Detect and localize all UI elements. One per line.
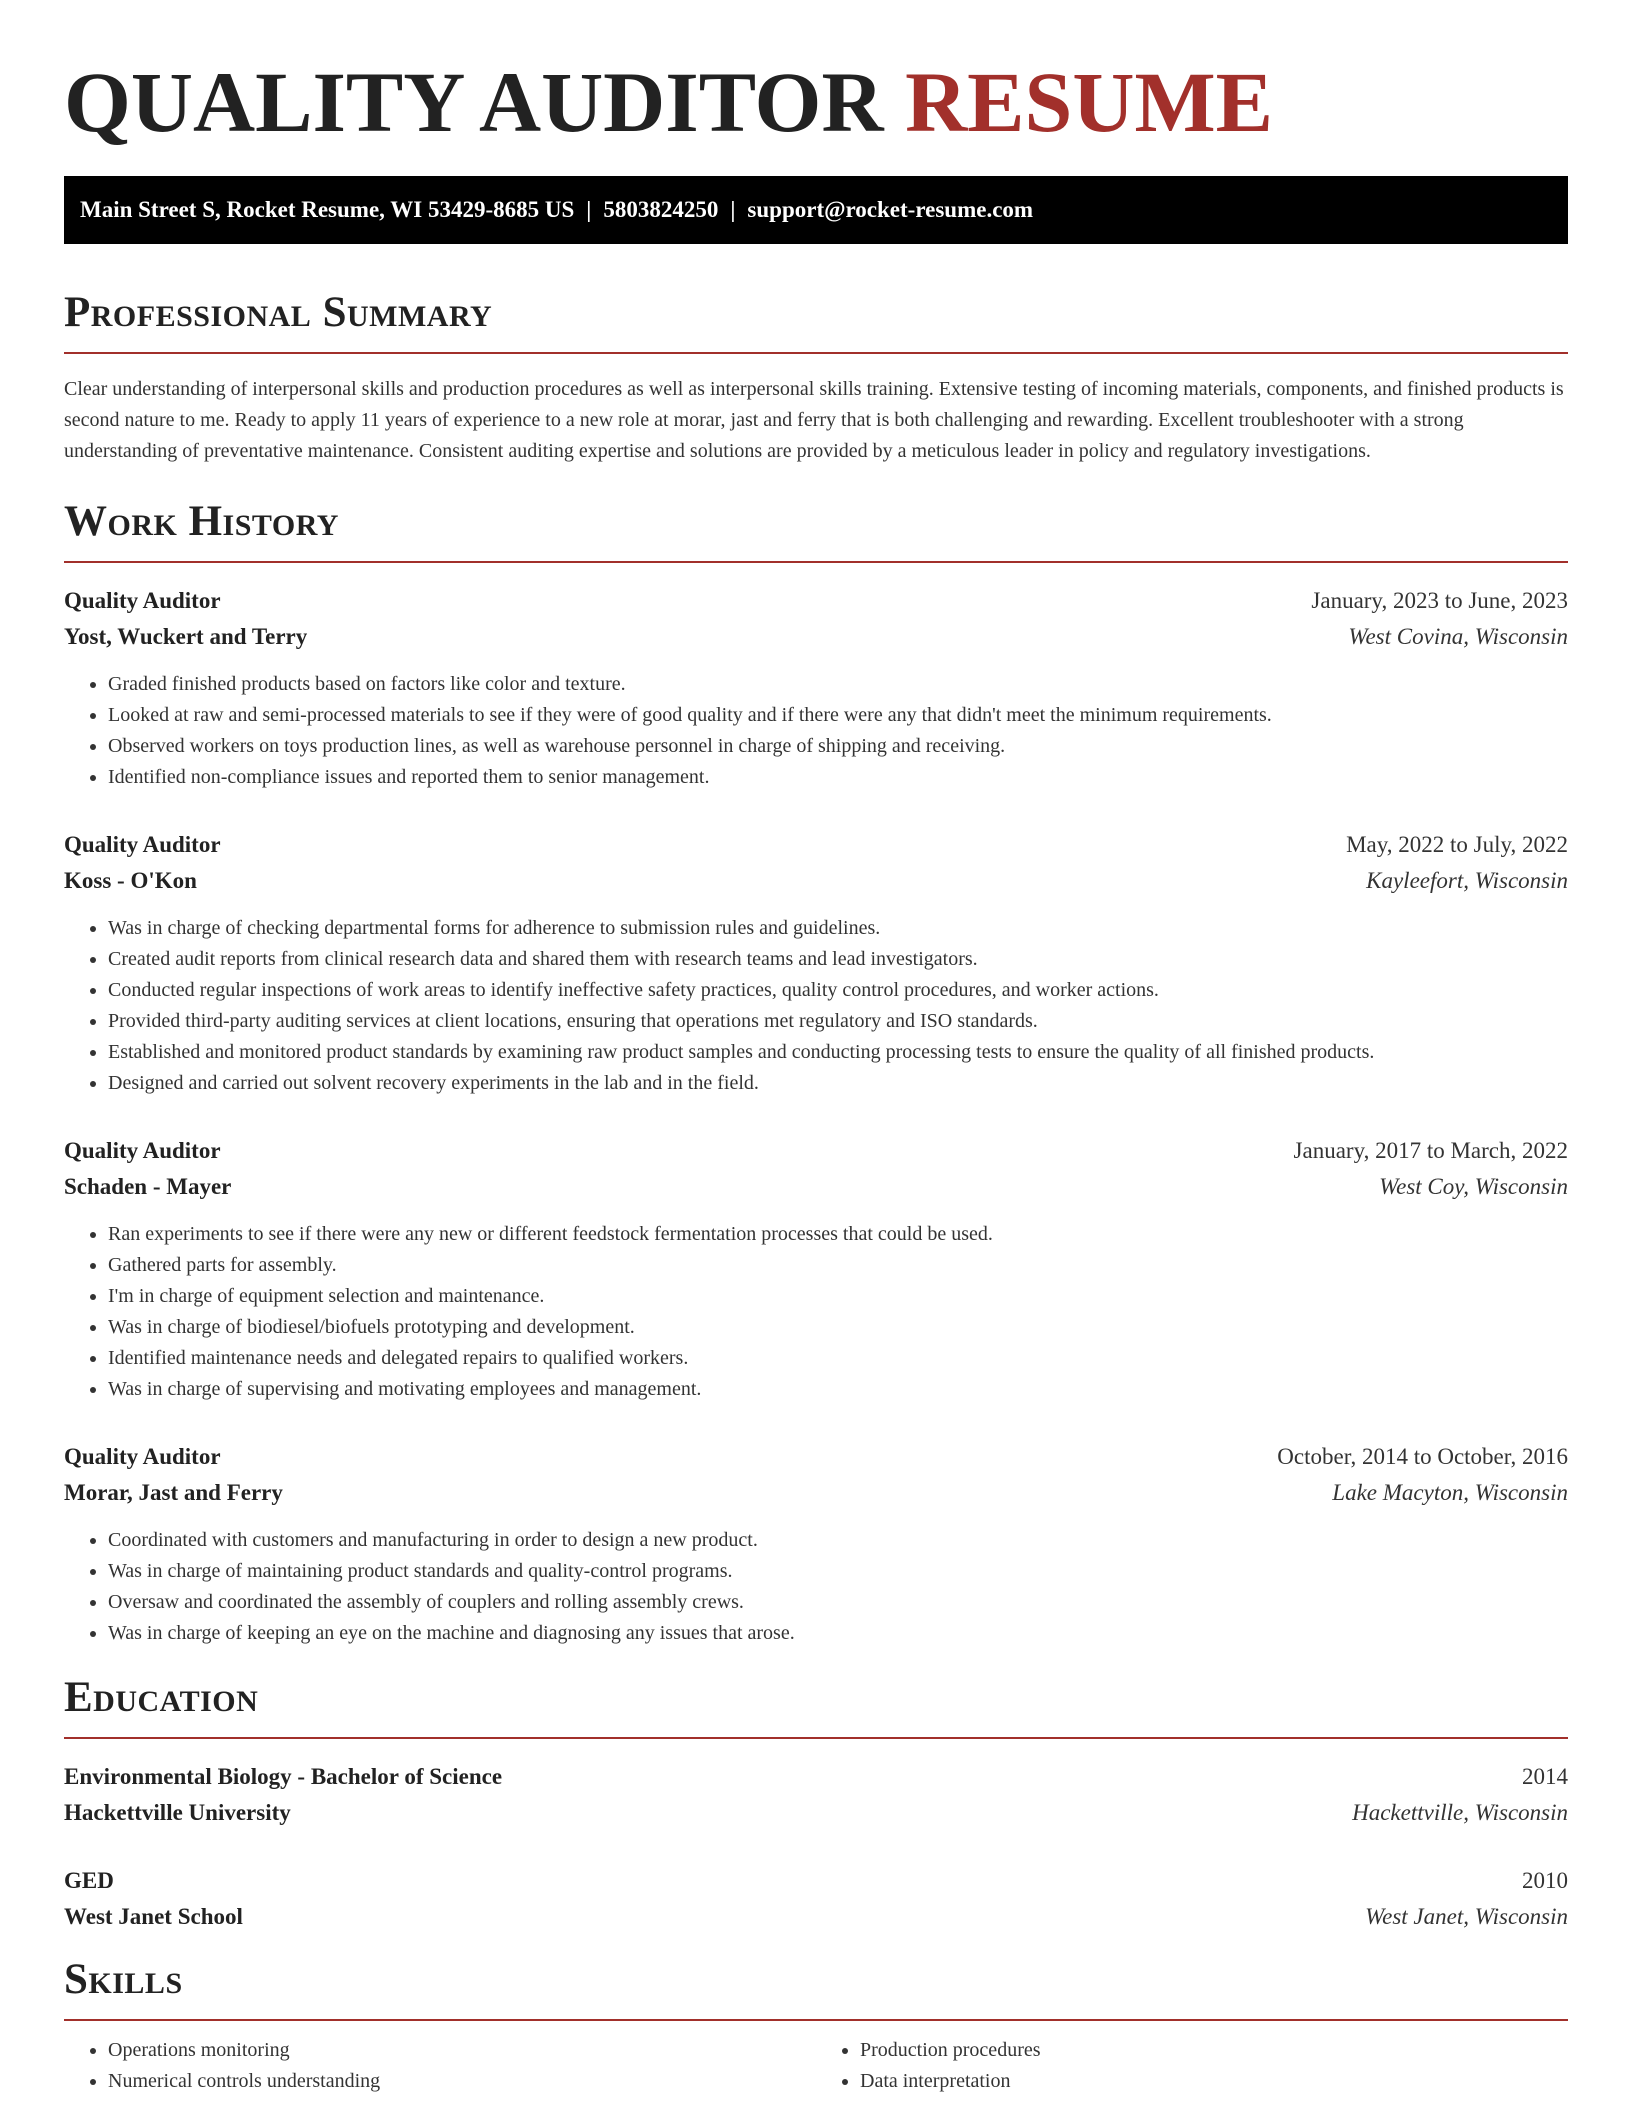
job-dates: January, 2017 to March, 2022 bbox=[1293, 1138, 1568, 1163]
job-bullets bbox=[64, 913, 1568, 1099]
education-degree: GED bbox=[64, 1868, 114, 1893]
job-company-row bbox=[64, 619, 1568, 655]
education-entry bbox=[64, 1759, 1568, 1831]
job-dates: October, 2014 to October, 2016 bbox=[1277, 1444, 1568, 1469]
job-location: Lake Macyton, Wisconsin bbox=[1332, 1480, 1568, 1505]
job-location: West Coy, Wisconsin bbox=[1379, 1174, 1568, 1199]
job-bullet: • Created audit reports from clinical research data and shared them with research teams and lead investigators. bbox=[108, 944, 1568, 975]
job-bullet: • Established and monitored product standards by examining raw product samples and conducting processing tests to ensure the quality of all finished products. bbox=[108, 1037, 1568, 1068]
job-company: Schaden - Mayer bbox=[64, 1174, 232, 1199]
job-bullet: • Was in charge of supervising and motivating employees and management. bbox=[108, 1374, 1568, 1405]
education-entry bbox=[64, 1863, 1568, 1935]
job-bullets bbox=[64, 1525, 1568, 1649]
job-bullet: • Looked at raw and semi-processed materials to see if they were of good quality and if there were any that didn't meet the minimum requirements. bbox=[108, 700, 1568, 731]
education-year: 2010 bbox=[1522, 1868, 1568, 1893]
job-bullet: • Conducted regular inspections of work areas to identify ineffective safety practices, quality control procedures, and worker actions. bbox=[108, 975, 1568, 1006]
job-title: Quality Auditor bbox=[64, 588, 221, 613]
job-bullet: • Identified maintenance needs and delegated repairs to qualified workers. bbox=[108, 1343, 1568, 1374]
job-bullet: • Coordinated with customers and manufacturing in order to design a new product. bbox=[108, 1525, 1568, 1556]
job-company-row bbox=[64, 863, 1568, 899]
section-heading-education: Education bbox=[64, 1674, 259, 1721]
education-location: West Janet, Wisconsin bbox=[1365, 1904, 1568, 1929]
job-bullet: • Gathered parts for assembly. bbox=[108, 1250, 1568, 1281]
job-title: Quality Auditor bbox=[64, 1138, 221, 1163]
education-section bbox=[64, 1673, 1568, 1935]
job-bullet: • Provided third-party auditing services at client locations, ensuring that operations met regulatory and ISO standards. bbox=[108, 1006, 1568, 1037]
section-divider bbox=[64, 2019, 1568, 2021]
job-company-row bbox=[64, 1169, 1568, 1205]
skill-item: • Numerical controls understanding bbox=[108, 2066, 816, 2097]
education-location: Hackettville, Wisconsin bbox=[1352, 1800, 1568, 1825]
education-school-row bbox=[64, 1795, 1568, 1831]
resume-title bbox=[64, 0, 1568, 152]
skills-grid bbox=[64, 2035, 1568, 2097]
skill-item: • Production procedures bbox=[860, 2035, 1568, 2066]
summary-section bbox=[64, 288, 1568, 467]
job-bullet: • Graded finished products based on factors like color and texture. bbox=[108, 669, 1568, 700]
skill-item: • Data interpretation bbox=[860, 2066, 1568, 2097]
work-history-section bbox=[64, 497, 1568, 1649]
job-header-row bbox=[64, 827, 1568, 863]
job-bullet: • I'm in charge of equipment selection and maintenance. bbox=[108, 1281, 1568, 1312]
job-company-row bbox=[64, 1475, 1568, 1511]
job-bullet: • Was in charge of checking departmental forms for adherence to submission rules and guidelines. bbox=[108, 913, 1568, 944]
job-location: West Covina, Wisconsin bbox=[1348, 624, 1568, 649]
contact-address: Main Street S, Rocket Resume, WI 53429-8685 US bbox=[80, 197, 575, 222]
education-degree: Environmental Biology - Bachelor of Science bbox=[64, 1764, 503, 1789]
job-dates: January, 2023 to June, 2023 bbox=[1311, 588, 1568, 613]
education-degree-row bbox=[64, 1759, 1568, 1795]
skills-column-left bbox=[64, 2035, 816, 2097]
job-title: Quality Auditor bbox=[64, 832, 221, 857]
section-divider bbox=[64, 561, 1568, 563]
education-school-row bbox=[64, 1899, 1568, 1935]
section-divider bbox=[64, 352, 1568, 354]
job-entry bbox=[64, 1439, 1568, 1649]
job-entry bbox=[64, 583, 1568, 793]
education-year: 2014 bbox=[1522, 1764, 1568, 1789]
job-header-row bbox=[64, 583, 1568, 619]
job-bullet: • Oversaw and coordinated the assembly of couplers and rolling assembly crews. bbox=[108, 1587, 1568, 1618]
contact-separator: | bbox=[730, 197, 736, 222]
job-bullets bbox=[64, 1219, 1568, 1405]
title-main: QUALITY AUDITOR bbox=[64, 54, 884, 150]
job-dates: May, 2022 to July, 2022 bbox=[1346, 832, 1568, 857]
skills-column-right bbox=[816, 2035, 1568, 2097]
job-header-row bbox=[64, 1439, 1568, 1475]
job-title: Quality Auditor bbox=[64, 1444, 221, 1469]
summary-text: Clear understanding of interpersonal skills and production procedures as well as interpersonal skills training. Extensive testing of incoming materials, components, and finished products is second nature to me. Ready to apply 11 years of experience to a new role at morar, jast and ferry that is both challenging and rewarding. Excellent troubleshooter with a strong understanding of preventative maintenance. Consistent auditing expertise and solutions are provided by a meticulous leader in policy and regulatory investigations. bbox=[64, 378, 1564, 462]
job-company: Morar, Jast and Ferry bbox=[64, 1480, 283, 1505]
education-school: West Janet School bbox=[64, 1904, 243, 1929]
job-bullet: • Observed workers on toys production lines, as well as warehouse personnel in charge of shipping and receiving. bbox=[108, 731, 1568, 762]
section-divider bbox=[64, 1737, 1568, 1739]
job-location: Kayleefort, Wisconsin bbox=[1366, 868, 1568, 893]
skills-section bbox=[64, 1955, 1568, 2097]
section-heading-work: Work History bbox=[64, 498, 339, 545]
education-degree-row bbox=[64, 1863, 1568, 1899]
title-accent: RESUME bbox=[905, 54, 1273, 150]
contact-separator: | bbox=[586, 197, 592, 222]
job-entry bbox=[64, 1133, 1568, 1405]
job-bullet: • Was in charge of maintaining product standards and quality-control programs. bbox=[108, 1556, 1568, 1587]
job-bullet: • Identified non-compliance issues and reported them to senior management. bbox=[108, 762, 1568, 793]
job-bullet: • Ran experiments to see if there were any new or different feedstock fermentation processes that could be used. bbox=[108, 1219, 1568, 1250]
job-bullet: • Designed and carried out solvent recovery experiments in the lab and in the field. bbox=[108, 1068, 1568, 1099]
job-entry bbox=[64, 827, 1568, 1099]
skill-item: • Operations monitoring bbox=[108, 2035, 816, 2066]
job-company: Yost, Wuckert and Terry bbox=[64, 624, 308, 649]
contact-email: support@rocket-resume.com bbox=[747, 197, 1034, 222]
contact-phone: 5803824250 bbox=[603, 197, 719, 222]
job-bullets bbox=[64, 669, 1568, 793]
job-bullet: • Was in charge of keeping an eye on the machine and diagnosing any issues that arose. bbox=[108, 1618, 1568, 1649]
job-bullet: • Was in charge of biodiesel/biofuels prototyping and development. bbox=[108, 1312, 1568, 1343]
education-school: Hackettville University bbox=[64, 1800, 291, 1825]
job-header-row bbox=[64, 1133, 1568, 1169]
contact-bar bbox=[64, 176, 1568, 244]
section-heading-summary: Professional Summary bbox=[64, 289, 493, 336]
job-company: Koss - O'Kon bbox=[64, 868, 197, 893]
section-heading-skills: Skills bbox=[64, 1956, 183, 2003]
